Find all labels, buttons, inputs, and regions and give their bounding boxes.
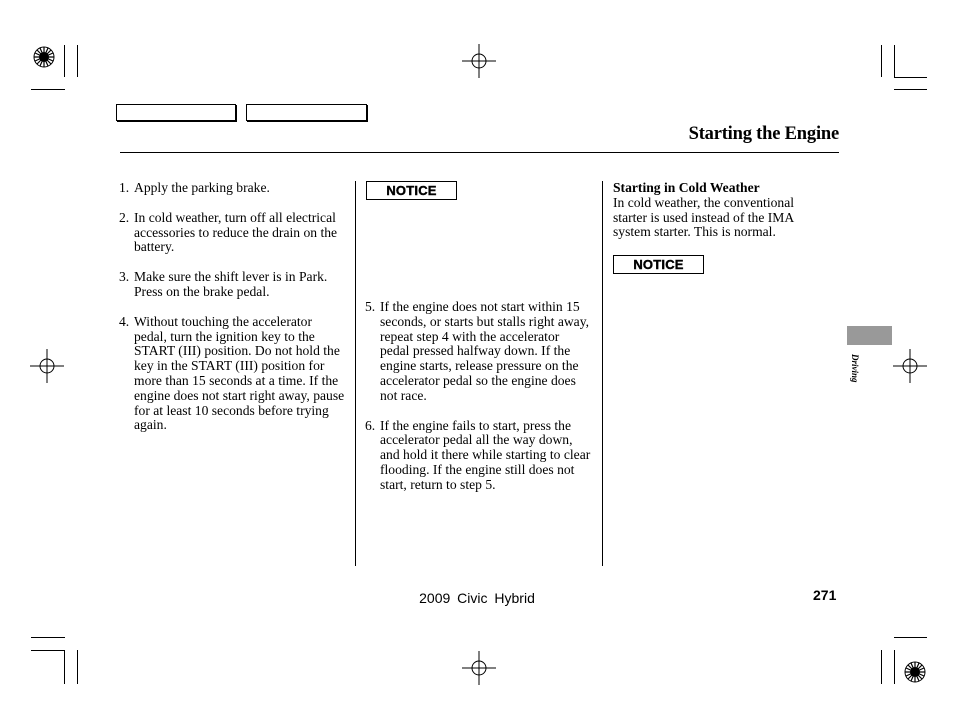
column-divider bbox=[602, 181, 603, 566]
list-item-number: 5. bbox=[365, 299, 376, 314]
column-2 bbox=[366, 300, 592, 493]
nav-box-table-of-contents[interactable] bbox=[246, 104, 367, 121]
list-item bbox=[120, 315, 345, 433]
header-rule bbox=[120, 152, 839, 153]
nav-box-main-menu[interactable] bbox=[116, 104, 236, 121]
column-3 bbox=[613, 181, 828, 240]
column-divider bbox=[355, 181, 356, 566]
notice-label: NOTICE bbox=[613, 255, 704, 274]
footer-model-name: 2009 Civic Hybrid bbox=[419, 590, 535, 606]
list-item-text: Without touching the accelerator pedal, turn the ignition key to the START (III) position. Do not hold the key in the START (III) position for more than 15 seconds at a time. If the engine does not start right away, pause for at least 10 seconds before trying again. bbox=[134, 313, 345, 433]
section-tab[interactable] bbox=[847, 326, 892, 345]
list-item bbox=[120, 270, 345, 300]
list-item-number: 3. bbox=[119, 269, 130, 285]
registration-target-icon bbox=[33, 46, 55, 68]
list-item bbox=[120, 211, 345, 255]
list-item-text: If the engine fails to start, press the accelerator pedal all the way down, and hold it there while starting to clear flooding. If the engine still does not start, return to step 5. bbox=[380, 417, 591, 492]
crosshair-icon bbox=[462, 651, 496, 685]
list-item bbox=[366, 300, 592, 404]
list-item bbox=[120, 181, 345, 196]
list-item bbox=[366, 419, 592, 493]
page-number: 271 bbox=[813, 587, 837, 603]
crosshair-icon bbox=[462, 44, 496, 78]
list-item-number: 4. bbox=[119, 313, 130, 329]
section-heading: Starting in Cold Weather bbox=[613, 180, 760, 195]
section-body: In cold weather, the conventional starter is used instead of the IMA system starter. This is normal. bbox=[613, 194, 795, 240]
notice-label: NOTICE bbox=[366, 181, 457, 200]
list-item-number: 6. bbox=[365, 417, 376, 433]
list-item-text: In cold weather, turn off all electrical accessories to reduce the drain on the battery. bbox=[134, 209, 338, 255]
list-item-text: Apply the parking brake. bbox=[134, 180, 270, 195]
registration-target-icon bbox=[904, 661, 926, 683]
crosshair-icon bbox=[893, 349, 927, 383]
section-tab-label: Driving bbox=[850, 354, 860, 383]
list-item-number: 1. bbox=[119, 180, 130, 195]
list-item-text: Make sure the shift lever is in Park. Press on the brake pedal. bbox=[134, 269, 328, 299]
list-item-number: 2. bbox=[119, 209, 130, 225]
list-item-text: If the engine does not start within 15 seconds, or starts but stalls right away, repeat step 4 with the accelerator pedal pressed halfway down. If the engine starts, release pressure on the accelerator pedal so the engine does not race. bbox=[380, 299, 590, 403]
page-title: Starting the Engine bbox=[688, 124, 839, 144]
column-1 bbox=[120, 181, 345, 433]
crosshair-icon bbox=[30, 349, 64, 383]
